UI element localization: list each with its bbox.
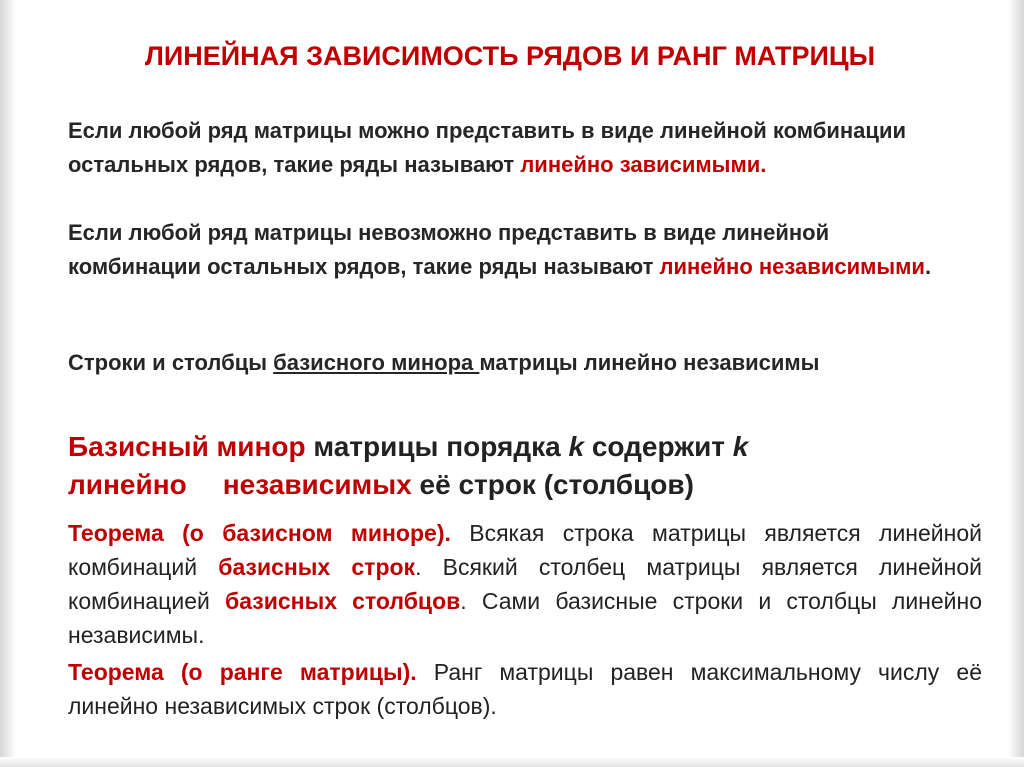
- bottom-edge-shadow: [0, 757, 1024, 767]
- term-basis-rows: базисных строк: [218, 554, 416, 580]
- definition-independent-text: Если любой ряд матрицы невозможно представить в виде линейной комбинации остальных рядов, такие ряды называют: [68, 220, 830, 279]
- big-mid2: содержит: [584, 431, 733, 462]
- theorem-basis-minor-label: Теорема (о базисном миноре).: [68, 520, 451, 546]
- term-basis-minor: Базисный минор: [68, 431, 306, 462]
- term-linearly-independent: линейно независимыми: [659, 254, 925, 279]
- big-mid1: матрицы порядка: [305, 431, 569, 462]
- right-edge-shadow: [1008, 0, 1024, 767]
- theorem-matrix-rank-label: Теорема (о ранге матрицы).: [68, 659, 417, 685]
- term-linearly-dependent: линейно зависимыми.: [520, 152, 767, 177]
- term-basis-columns: базисных столбцов: [225, 588, 461, 614]
- basis-minor-statement: [68, 346, 948, 380]
- theorem-matrix-rank: [68, 655, 982, 723]
- k-symbol-1: k: [568, 431, 585, 462]
- definition-independent-end: .: [924, 254, 932, 279]
- definition-independent: [68, 216, 968, 284]
- definition-dependent: [68, 114, 968, 182]
- slide-title: ЛИНЕЙНАЯ ЗАВИСИМОСТЬ РЯДОВ И РАНГ МАТРИЦЫ: [144, 41, 876, 71]
- theorem-basis-minor-s1: Всякая строка матрицы является линейной комбинаций: [68, 520, 982, 580]
- basis-minor-underlined: базисного минора: [273, 350, 480, 375]
- theorem-basis-minor: [68, 516, 982, 652]
- k-symbol-2: k: [732, 431, 749, 462]
- theorem-matrix-rank-s1: Ранг матрицы равен максимальному числу её линейно независимых строк (столбцов).: [68, 659, 982, 719]
- left-edge-shadow: [0, 0, 16, 767]
- theorem-basis-minor-s2: . Всякий столбец матрицы является линейной комбинацией: [68, 554, 982, 614]
- basis-minor-highlight: [68, 428, 948, 504]
- basis-minor-before: Строки и столбцы: [68, 350, 274, 375]
- definition-dependent-text: Если любой ряд матрицы можно представить в виде линейной комбинации остальных рядов, такие ряды называют: [68, 118, 906, 177]
- theorem-basis-minor-s3: . Сами базисные строки и столбцы линейно независимы.: [68, 588, 983, 648]
- big-end: её строк (столбцов): [411, 469, 694, 500]
- term-linearly: линейно: [68, 469, 187, 500]
- basis-minor-after: матрицы линейно независимы: [479, 350, 820, 375]
- term-independent: независимых: [222, 469, 412, 500]
